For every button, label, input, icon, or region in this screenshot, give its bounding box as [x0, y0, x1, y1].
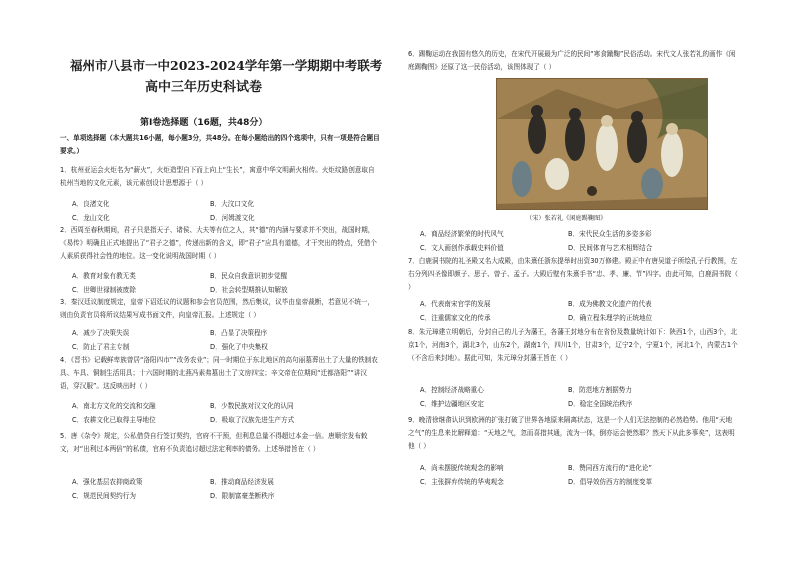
question-9-stem: 9．晚清徐继畬认识到欧洲的扩张打破了世界各地原来隔离状态，这是一个人们无法控制的必然趋势。他用“天地之气”的生息来比解释道：“天地之气，忽而喜措其通，流为一体，倒亦运会使然耶？然天下从此多事矣”，这表明他（ ）	[408, 416, 735, 450]
question-1-stem: 1．杭州亚运会火炬名为“薪火”，火炬造型自下而上向上“生长”，寓意中华文明薪火相传。火炬纹路创意取自杭州当地的文化元素，该元素创设计思想源于（ ）	[60, 166, 375, 187]
question-3-stem: 3．秦汉廷议制度规定，皇帝下诏廷议的议题和参会官员范围，然后集议，议毕由皇帝裁断，若意见不统一，则由负责官员将所议结果写成书面文件，向皇帝汇报。上述规定（ ）	[60, 298, 375, 319]
q3-option-d: D．强化了中央集权	[210, 343, 268, 351]
q4-option-d: D．吸取了汉族先进生产方式	[210, 416, 295, 424]
q5-option-c: C．规范民间契约行为	[72, 492, 136, 500]
q2-option-c: C．世卿世禄制被废除	[72, 286, 136, 294]
q3-option-a: A．减少了决策失误	[72, 329, 130, 337]
question-7-stem: 7．白鹿洞书院的礼圣殿又名大成殿，由朱熹任浙东提举时出资30万修建。殿正中有唐吴道子所绘孔子行教图，左右分列四圣像即颜子、思子、曾子、孟子。大殿后壁有朱熹手书“忠、孝、廉、节”四字。由此可知，白鹿洞书院（ ）	[408, 257, 738, 291]
painting-image	[496, 78, 708, 210]
q2-option-d: D．社会转型期推认知解放	[210, 286, 288, 294]
q1-option-c: C．龙山文化	[72, 214, 110, 222]
q9-option-b: B．赞同西方流行的“进化论”	[568, 464, 652, 472]
q3-option-c: C．防止了君主专制	[72, 343, 130, 351]
q7-option-c: C．注重儒家文化的传承	[420, 314, 491, 322]
q7-option-b: B．成为佛教文化遗产的代表	[568, 300, 652, 308]
q5-option-a: A．强化基层农抑商政策	[72, 478, 143, 486]
q8-option-a: A．控制经济战略重心	[420, 386, 484, 394]
q8-option-c: C．维护边疆地区安定	[420, 400, 484, 408]
q1-option-d: D．河姆渡文化	[210, 214, 255, 222]
q9-option-a: A．尚未摆脱传统观念的影响	[420, 464, 504, 472]
q9-option-c: C．主张摒弃传统的华夷观念	[420, 478, 504, 486]
painting-illustration	[497, 79, 707, 209]
q2-option-a: A．教育对象有教无类	[72, 272, 136, 280]
q1-option-b: B．大汶口文化	[210, 200, 255, 208]
question-5-stem: 5．唐《杂令》规定，公私借贷自行签订契约，官府不干预，但利息总量不得超过本金一倍。唐顺宗发布敕文，对“出利过本两倍”的私债，官府不负责追讨超过法定利率的债务。上述举措旨在（ ）	[60, 432, 368, 453]
q8-option-b: B．防范地方割据势力	[568, 386, 632, 394]
exam-subtitle: 高中三年历史科试卷	[145, 80, 263, 95]
question-8-stem: 8．朱元璋建立明朝后，分封自己的儿子为藩王，各藩王封地分布在省份及数量统计如下：陕西1个，山西3个，北京1个，河南3个，湖北3个，山东2个，湖南1个，四川1个，甘肃3个，辽宁2个，宁夏1个，河北1个，内蒙古1个（不含后来封地）。据此可知，朱元璋分封藩王旨在（ ）	[408, 328, 738, 362]
question-6-stem: 6．踢鞠运动在我国有悠久的历史，在宋代开展最为广泛的民间“寒食蹴鞠”民俗活动。宋代文人张若礼的画作《闲庭踢鞠图》还原了这一民俗活动，该图体现了（ ）	[408, 50, 736, 71]
question-4-stem: 4．《晋书》记载鲜卑族曾居“洛阳四市”“改务农业”；同一时期位于东北地区的高句丽墓葬出土了大量的铁制农具、车具、铜制生活用具；十六国时期的北燕冯素弗墓出土了文房四宝；辛文帝在位期间“迁都洛阳”“讲汉语，穿汉服”。这反映出时（ ）	[60, 356, 378, 390]
q4-option-b: B．少数民族对汉文化的认同	[210, 402, 294, 410]
question-2-stem: 2．西周至春秋期间，君子只是指天子、诸侯、大夫等有位之人，其“德”的内涵与要求并不突出，战国时期，《易传》明确且正式地提出了“君子之德”，传递出新的含义，即“君子”应具有道德，才干突出的特点，凭借个人素质获得社会性的地位。这一变化说明战国时期（ ）	[60, 226, 377, 260]
q9-option-d: D．倡导效仿西方的制度变革	[568, 478, 653, 486]
q8-option-d: D．稳定全国统治秩序	[568, 400, 633, 408]
volume-heading: 第Ⅰ卷选择题（16题，共48分）	[140, 118, 268, 128]
q7-option-d: D．确立程朱理学的正统地位	[568, 314, 653, 322]
q3-option-b: B．凸显了决策程序	[210, 329, 268, 337]
instruction-text: 一、单项选择题（本大题共16小题，每小题3分，共48分。在每小题给出的四个选项中，只有一项是符合题目要求。）	[60, 134, 380, 155]
q6-option-b: B．宋代民众生活的多姿多彩	[568, 230, 652, 238]
q5-option-d: D．限制富豪垄断秩序	[210, 492, 275, 500]
q6-option-c: C．文人画创作承载史料价值	[420, 244, 504, 252]
q6-option-a: A．商品经济繁荣的时代风气	[420, 230, 504, 238]
q5-option-b: B．推动商品经济发展	[210, 478, 274, 486]
q4-option-c: C．农耕文化已取得主导地位	[72, 416, 156, 424]
q2-option-b: B．民众自我意识初步觉醒	[210, 272, 288, 280]
painting-caption: （宋）张若礼《闲庭踢鞠图》	[526, 215, 607, 222]
q6-option-d: D．民间体育与艺术相辉结合	[568, 244, 653, 252]
q1-option-a: A．良渚文化	[72, 200, 110, 208]
q4-option-a: A．南北方文化的交流和交融	[72, 402, 156, 410]
q7-option-a: A．代表南宋官学的发展	[420, 300, 491, 308]
exam-title: 福州市八县市一中2023-2024学年第一学期期中考联考	[70, 58, 383, 73]
